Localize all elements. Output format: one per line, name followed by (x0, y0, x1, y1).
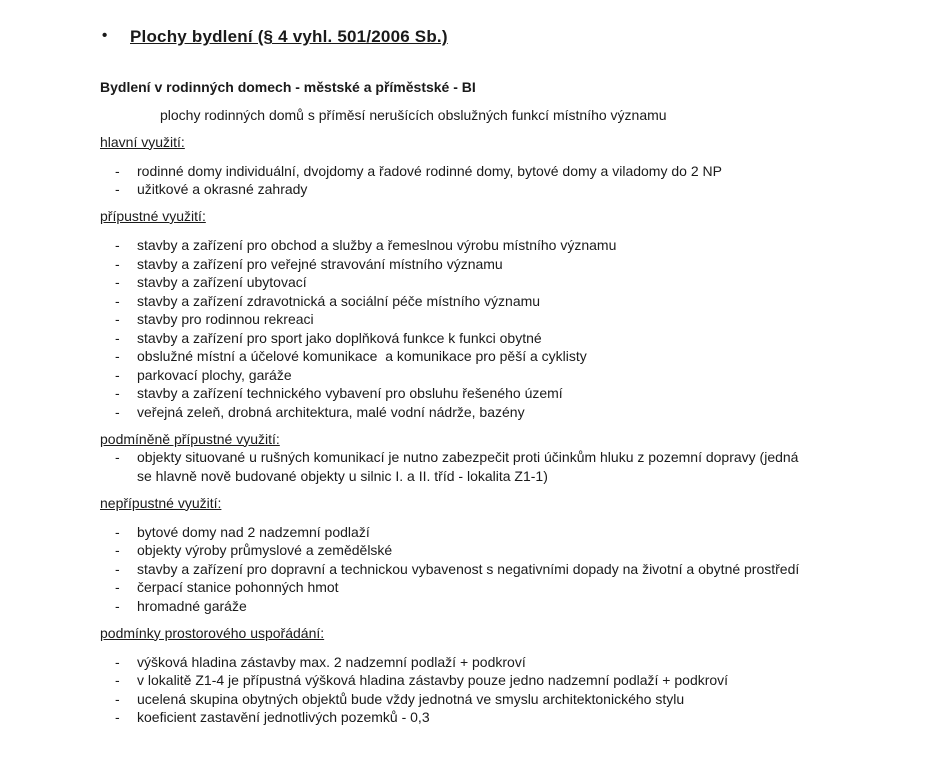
list-item (100, 671, 809, 690)
dash-marker: - (115, 329, 120, 346)
zone-description: plochy rodinných domů s příměsí nerušících obslužných funkcí místního významu (160, 106, 667, 123)
list-item (100, 690, 809, 709)
item-list (100, 236, 870, 421)
dash-marker: - (115, 255, 120, 272)
document-title-row (100, 25, 870, 48)
item-list (100, 448, 870, 485)
item-list (100, 653, 870, 727)
section-heading: nepřípustné využití: (100, 494, 222, 511)
dash-marker: - (115, 366, 120, 383)
section-permitted-use (100, 207, 870, 421)
dash-marker: - (115, 274, 120, 290)
list-item (100, 403, 809, 422)
list-item (100, 448, 809, 485)
list-item-text: ucelená skupina obytných objektů bude vždy jednotná ve smyslu architektonického stylu (137, 690, 685, 707)
dash-marker: - (115, 579, 120, 595)
list-item-text: stavby a zařízení pro sport jako doplňková funkce k funkci obytné (137, 329, 542, 346)
section-prohibited-use (100, 494, 870, 616)
dash-marker: - (115, 162, 120, 179)
list-item-text: stavby a zařízení pro dopravní a technickou vybavenost s negativními dopady na životní a obytné prostředí (137, 560, 800, 577)
list-item-text: bytové domy nad 2 nadzemní podlaží (137, 523, 370, 540)
list-item (100, 236, 809, 255)
list-item (100, 708, 809, 727)
bullet-icon: • (102, 27, 108, 44)
list-item-text: výšková hladina zástavby max. 2 nadzemní podlaží + podkroví (137, 653, 526, 670)
dash-marker: - (115, 523, 120, 540)
list-item-text: stavby a zařízení pro veřejné stravování místního významu (137, 255, 503, 272)
list-item-text: stavby a zařízení pro obchod a služby a řemeslnou výrobu místního významu (137, 237, 617, 253)
list-item-text: koeficient zastavění jednotlivých pozemků - 0,3 (137, 709, 430, 725)
section-heading: hlavní využití: (100, 133, 185, 150)
list-item (100, 162, 809, 181)
section-spatial-conditions (100, 624, 870, 727)
list-item-text: stavby pro rodinnou rekreaci (137, 311, 314, 327)
section-main-use (100, 133, 870, 199)
list-item-text: obslužné místní a účelové komunikace a komunikace pro pěší a cyklisty (137, 348, 587, 364)
list-item (100, 292, 809, 311)
zone-title: Bydlení v rodinných domech - městské a příměstské - BI (100, 79, 476, 95)
dash-marker: - (115, 653, 120, 670)
list-item (100, 523, 809, 542)
list-item (100, 366, 809, 385)
list-item (100, 180, 809, 199)
dash-marker: - (115, 292, 120, 309)
section-heading: přípustné využití: (100, 208, 206, 224)
dash-marker: - (115, 385, 120, 401)
list-item-text: čerpací stanice pohonných hmot (137, 579, 339, 595)
dash-marker: - (115, 403, 120, 420)
dash-marker: - (115, 597, 120, 614)
list-item-text: veřejná zeleň, drobná architektura, malé vodní nádrže, bazény (137, 403, 525, 420)
list-item-text: hromadné garáže (137, 597, 247, 614)
dash-marker: - (115, 560, 120, 577)
list-item-text: objekty výroby průmyslové a zemědělské (137, 542, 393, 558)
dash-marker: - (115, 237, 120, 253)
section-heading: podmínky prostorového uspořádání: (100, 624, 325, 641)
list-item-text: stavby a zařízení technického vybavení pro obsluhu řešeného území (137, 385, 563, 401)
dash-marker: - (115, 181, 120, 197)
list-item (100, 653, 809, 672)
list-item (100, 597, 809, 616)
list-item (100, 329, 809, 348)
list-item-text: parkovací plochy, garáže (137, 366, 292, 383)
list-item (100, 541, 809, 560)
item-list (100, 523, 870, 616)
list-item-text: rodinné domy individuální, dvojdomy a řadové rodinné domy, bytové domy a viladomy do 2 NP (137, 162, 722, 179)
dash-marker: - (115, 449, 120, 465)
list-item (100, 255, 809, 274)
dash-marker: - (115, 709, 120, 725)
dash-marker: - (115, 542, 120, 558)
item-list (100, 162, 870, 199)
section-heading: podmíněně přípustné využití: (100, 430, 280, 447)
list-item (100, 578, 809, 597)
list-item (100, 560, 809, 579)
section-conditionally-permitted-use (100, 430, 870, 486)
list-item-text: stavby a zařízení ubytovací (137, 274, 307, 290)
list-item (100, 384, 809, 403)
dash-marker: - (115, 311, 120, 327)
list-item-text: užitkové a okrasné zahrady (137, 181, 308, 197)
dash-marker: - (115, 348, 120, 364)
list-item (100, 273, 809, 292)
document-title: Plochy bydlení (§ 4 vyhl. 501/2006 Sb.) (130, 27, 448, 46)
list-item-text: objekty situované u rušných komunikací je nutno zabezpečit proti účinkům hluku z pozemní dopravy (jedná se hlavně nově budované objekty u silnic I. a II. tříd - lokalita Z1-1) (137, 449, 803, 484)
list-item (100, 347, 809, 366)
dash-marker: - (115, 690, 120, 707)
list-item (100, 310, 809, 329)
dash-marker: - (115, 672, 120, 688)
list-item-text: v lokalitě Z1-4 je přípustná výšková hladina zástavby pouze jedno nadzemní podlaží + podkroví (137, 672, 729, 688)
list-item-text: stavby a zařízení zdravotnická a sociální péče místního významu (137, 292, 541, 309)
